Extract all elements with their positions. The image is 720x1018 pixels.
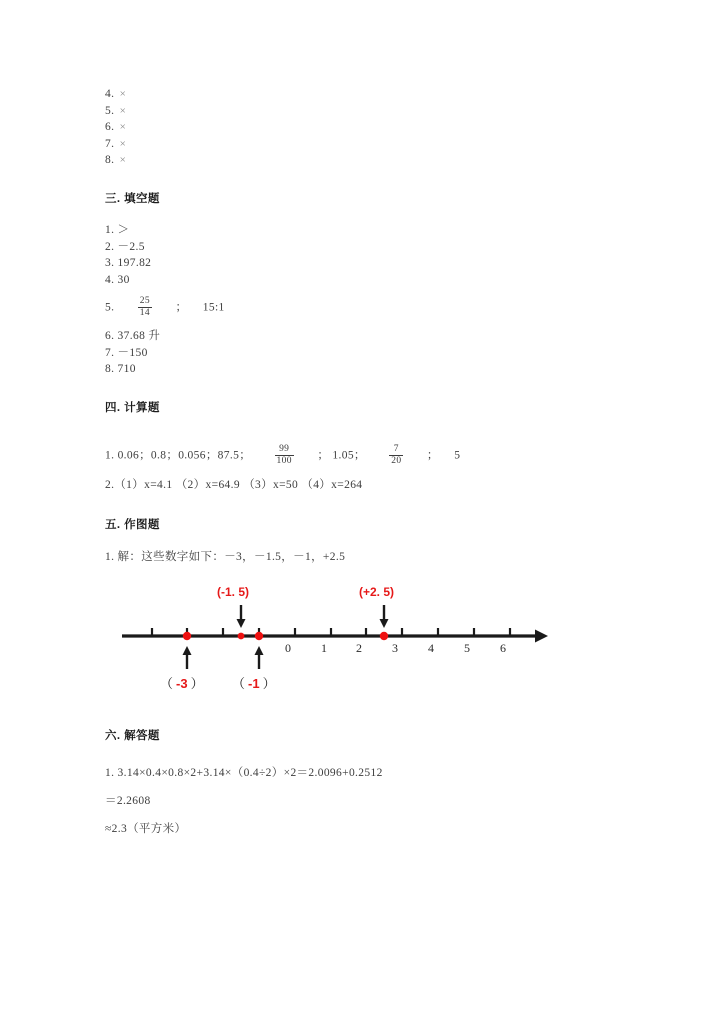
section-six-line-3: ≈2.3（平方米） [105,823,187,835]
axis-label-4: 4 [428,641,434,655]
section-three-answer-list [105,222,625,378]
section-heading-four: 四. 计算题 [105,402,160,415]
point-minus-1 [255,632,263,640]
list-item [105,119,625,136]
axis-arrowhead [535,630,548,643]
list-item: 4. 30 [105,273,130,286]
list-item [105,136,625,153]
list-item: 6. 37.68 升 [105,330,161,343]
section-heading-six: 六. 解答题 [105,730,160,742]
page-content [105,86,625,843]
answer-number: 6. [105,121,115,134]
answer-number: 1. [105,449,115,462]
callout-label-plus-2-5: (+2. 5) [359,585,395,599]
fraction-99-100 [275,445,294,467]
axis-label-5: 5 [464,641,470,655]
point-minus-1-5 [238,633,245,640]
paren-open: （ [232,676,246,691]
section-heading-five: 五. 作图题 [105,519,160,531]
section-heading-three: 三. 填空题 [105,192,160,205]
answer-mark: × [119,154,127,167]
answer-number: 5. [105,301,115,314]
answer-number: 5. [105,104,115,117]
list-item [105,103,625,120]
answer-number: 4. [105,88,115,100]
list-item-fraction-answer [105,297,625,319]
axis-label-1: 1 [321,641,327,655]
paren-open: （ [160,676,174,691]
answer-mark: × [119,88,127,100]
section-two-answer-list [105,86,625,169]
fraction-7-20 [389,445,403,467]
fraction-denominator: 100 [276,455,292,466]
fraction-numerator: 7 [389,445,403,456]
section-six-line-1: 1. 3.14×0.4×0.8×2+3.14×（0.4÷2）×2＝2.0096+0.2512 [105,767,383,779]
answer-mark: × [119,104,127,117]
answer-values-a: 0.06；0.8；0.056；87.5； [117,449,252,462]
separator: ； [175,301,188,314]
fraction-denominator: 20 [391,455,402,466]
section-six-line-2: ＝2.2608 [105,795,151,807]
callout-value: -1 [248,676,260,691]
section-four-item-1 [105,445,625,467]
list-item: 1. ＞ [105,223,130,236]
answer-values-b: 1.05； [332,449,366,462]
answer-mark: × [119,121,127,134]
list-item: 3. 197.82 [105,257,152,270]
point-minus-3 [183,632,191,640]
callout-arrows-down [237,605,389,628]
list-item [105,152,625,169]
list-item: 2. －2.5 [105,240,145,253]
answer-values-c: 5 [454,449,461,462]
separator: ； [317,449,330,462]
callout-label-minus-3 [160,673,204,692]
section-five-item-1: 1. 解：这些数字如下：－3，－1.5，－1，+2.5 [105,551,346,563]
point-plus-2-5 [380,632,388,640]
answer-mark: × [119,137,127,150]
callout-label-minus-1 [232,673,276,692]
ratio-value: 15:1 [202,301,225,314]
answer-number: 7. [105,137,115,150]
axis-label-2: 2 [356,641,362,655]
callout-arrows-up [183,646,264,669]
callout-value: -3 [176,676,188,691]
fraction-numerator: 25 [138,297,152,308]
separator: ； [426,449,439,462]
paren-close: ） [262,676,276,691]
axis-label-0: 0 [285,641,291,655]
list-item: 7. －150 [105,346,148,359]
axis-label-6: 6 [500,641,506,655]
axis-label-3: 3 [392,641,398,655]
list-item: 8. 710 [105,363,136,376]
number-line-figure [105,583,625,711]
fraction-denominator: 14 [139,307,150,318]
callout-label-minus-1-5: (-1. 5) [217,585,250,599]
paren-close: ） [190,676,204,691]
fraction-25-14 [138,297,152,319]
fraction-numerator: 99 [275,445,294,456]
list-item [105,86,625,103]
answer-number: 8. [105,154,115,167]
section-four-item-2: 2.（1）x=4.1 （2）x=64.9 （3）x=50 （4）x=264 [105,479,363,491]
